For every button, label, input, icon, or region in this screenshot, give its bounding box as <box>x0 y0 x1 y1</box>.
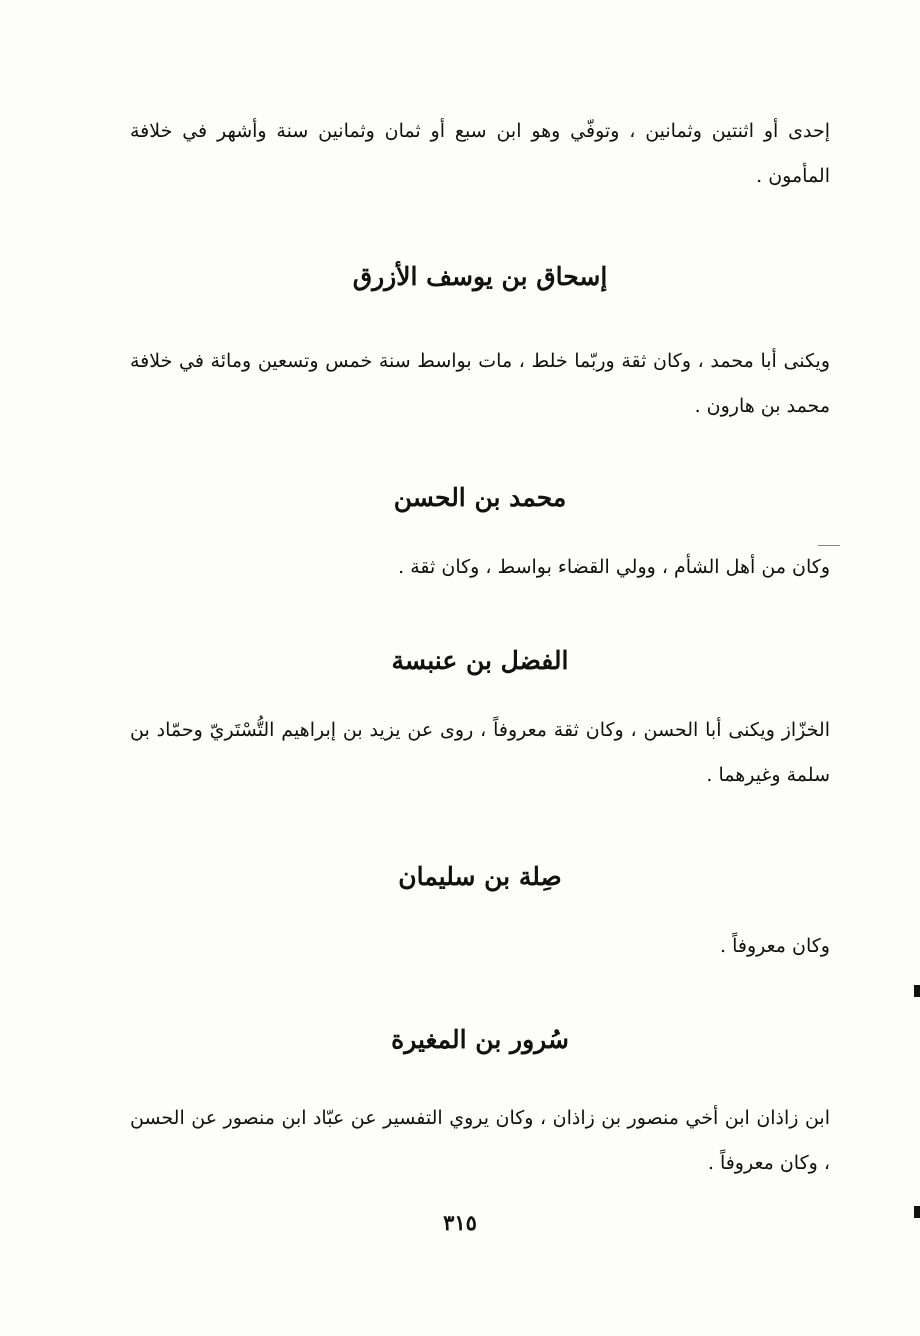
paragraph-surur-ibn-al-mughira: ابن زاذان ابن أخي منصور بن زاذان ، وكان يروي التفسير عن عبّاد ابن منصور عن الحسن ، وكان معروفاً . <box>130 1107 830 1174</box>
heading-muhammad-ibn-al-hasan: محمد بن الحسن <box>393 483 567 512</box>
page-number: ٣١٥ <box>443 1210 477 1235</box>
scan-edge-mark <box>914 985 920 997</box>
paragraph-muhammad-ibn-al-hasan: وكان من أهل الشأم ، وولي القضاء بواسط ، وكان ثقة . <box>398 556 830 578</box>
heading-surur-ibn-al-mughira: سُرور بن المغيرة <box>391 1025 569 1054</box>
scan-edge-mark <box>914 1206 920 1218</box>
heading-ishaq-ibn-yusuf: إسحاق بن يوسف الأزرق <box>352 262 608 291</box>
scan-mark <box>818 545 840 546</box>
paragraph-continuation: إحدى أو اثنتين وثمانين ، وتوفّي وهو ابن سبع أو ثمان وثمانين سنة وأشهر في خلافة المأمون . <box>130 120 830 187</box>
heading-sila-ibn-sulayman: صِلة بن سليمان <box>398 862 562 891</box>
paragraph-ishaq-ibn-yusuf: ويكنى أبا محمد ، وكان ثقة وربّما خلط ، مات بواسط سنة خمس وتسعين ومائة في خلافة محمد بن هارون . <box>130 350 830 417</box>
paragraph-al-fadl-ibn-anbasa: الخزّاز ويكنى أبا الحسن ، وكان ثقة معروفاً ، روى عن يزيد بن إبراهيم التُّسْتَريّ وحمّاد بن سلمة وغيرهما . <box>130 719 830 786</box>
heading-al-fadl-ibn-anbasa: الفضل بن عنبسة <box>391 646 569 675</box>
paragraph-sila-ibn-sulayman: وكان معروفاً . <box>720 935 830 957</box>
